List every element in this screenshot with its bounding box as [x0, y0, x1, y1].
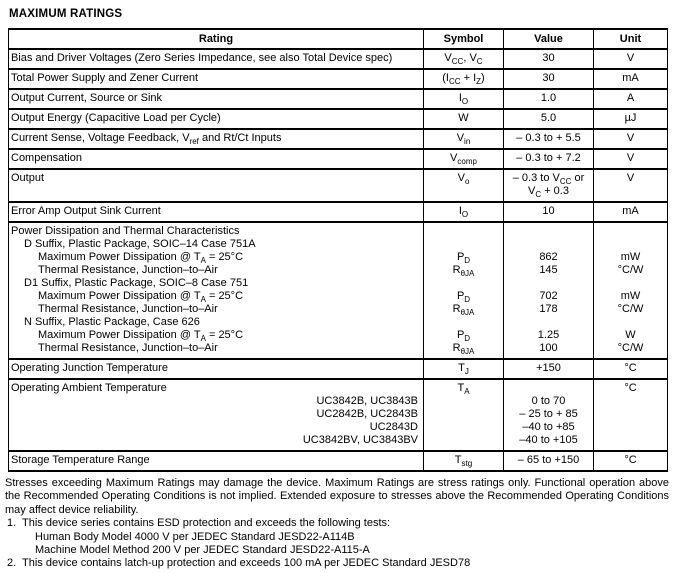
rating-line: UC3842B, UC3843B	[316, 395, 418, 407]
unit-line: V	[626, 52, 635, 64]
unit-line: °C/W	[617, 342, 644, 354]
unit-line	[596, 238, 665, 251]
unit-line: mA	[622, 205, 639, 217]
rating-cell	[9, 451, 424, 471]
unit-line: V	[626, 152, 635, 164]
rating-cell	[9, 169, 424, 202]
value-cell	[504, 69, 594, 89]
column-header-rating: Rating	[9, 29, 424, 49]
footnote-subline: Machine Model Method 200 V per JEDEC Standard JESD22-A115-A	[35, 544, 370, 557]
table-row	[9, 89, 668, 109]
symbol-line: $T_A$	[457, 382, 470, 397]
symbol-line: $R_{\theta JA}$	[452, 264, 475, 279]
rating-cell	[9, 129, 424, 149]
value-line: – 0.3 to + 5.5	[516, 132, 581, 144]
table-row	[9, 169, 668, 202]
footnote-text: This device contains latch-up protection and exceeds 100 mA per JEDEC Standard JESD78	[22, 557, 471, 570]
unit-line: V	[626, 132, 635, 144]
symbol-cell	[424, 169, 504, 202]
rating-cell	[9, 359, 424, 379]
unit-line	[596, 225, 665, 238]
symbol-line: $V_o$	[457, 172, 470, 187]
table-row	[9, 359, 668, 379]
unit-cell	[594, 69, 668, 89]
symbol-line: $P_D$	[456, 329, 471, 344]
rating-line: UC2842B, UC2843B	[316, 408, 418, 420]
symbol-line: $R_{\theta JA}$	[452, 303, 475, 318]
ratings-table	[8, 28, 668, 472]
rating-line: Maximum Power Dissipation @ $T_A = 25^\circ C$	[38, 251, 244, 266]
symbol-cell	[424, 89, 504, 109]
rating-line: Output	[11, 172, 45, 184]
value-cell	[504, 49, 594, 69]
footnote-number: 1.	[7, 517, 17, 530]
value-line: 1.25	[537, 329, 560, 341]
symbol-cell	[424, 49, 504, 69]
rating-line: Total Power Supply and Zener Current	[11, 72, 199, 84]
value-line: – 0.3 to + 7.2	[516, 152, 581, 164]
table-row	[9, 109, 668, 129]
value-line: 30	[542, 72, 555, 84]
symbol-line	[426, 277, 501, 290]
value-line: – 0.3 to $V_{CC}$ or	[512, 172, 585, 187]
value-line: 100	[539, 342, 558, 354]
rating-line: Output Energy (Capacitive Load per Cycle)	[11, 112, 221, 124]
symbol-line: $(I_{CC} + I_Z)$	[442, 72, 485, 87]
value-cell	[504, 129, 594, 149]
table-row	[9, 149, 668, 169]
symbol-line: $V_{in}$	[456, 132, 471, 147]
symbol-cell	[424, 222, 504, 359]
symbol-line: $I_O$	[458, 92, 469, 107]
value-cell	[504, 89, 594, 109]
rating-cell	[9, 202, 424, 222]
value-cell	[504, 109, 594, 129]
unit-line: °C	[624, 362, 637, 374]
table-row	[9, 222, 668, 359]
rating-line: Maximum Power Dissipation @ $T_A = 25^\circ C$	[38, 329, 244, 344]
unit-line	[596, 316, 665, 329]
symbol-line: $V_{comp}$	[450, 152, 477, 167]
unit-line: V	[626, 172, 635, 184]
value-line: –40 to +85	[522, 421, 575, 433]
footnote-item	[5, 517, 669, 557]
symbol-line: $R_{\theta JA}$	[452, 342, 475, 357]
table-row	[9, 202, 668, 222]
value-cell	[504, 379, 594, 451]
unit-line: mW	[620, 290, 641, 302]
value-line	[506, 316, 591, 329]
footnote-list	[5, 517, 669, 571]
unit-cell	[594, 49, 668, 69]
unit-cell	[594, 222, 668, 359]
value-cell	[504, 202, 594, 222]
rating-line: UC3842BV, UC3843BV	[302, 434, 418, 446]
value-line: –40 to +105	[519, 434, 578, 446]
value-line: 145	[539, 264, 558, 276]
rating-line: Thermal Resistance, Junction–to–Air	[38, 342, 218, 354]
rating-cell	[9, 379, 424, 451]
rating-line: Thermal Resistance, Junction–to–Air	[38, 264, 218, 276]
table-row	[9, 451, 668, 471]
rating-cell	[9, 69, 424, 89]
rating-cell	[9, 109, 424, 129]
value-cell	[504, 222, 594, 359]
unit-cell	[594, 359, 668, 379]
rating-line: Current Sense, Voltage Feedback, $V_{ref}$ and Rt/Ct Inputs	[11, 132, 282, 147]
rating-line: Power Dissipation and Thermal Characteristics	[11, 225, 240, 237]
symbol-line	[426, 238, 501, 251]
rating-line: Thermal Resistance, Junction–to–Air	[38, 303, 218, 315]
symbol-cell	[424, 379, 504, 451]
rating-line: Bias and Driver Voltages (Zero Series Impedance, see also Total Device spec)	[11, 52, 393, 64]
symbol-line: $I_O$	[458, 205, 469, 220]
value-line: 178	[539, 303, 558, 315]
unit-cell	[594, 149, 668, 169]
unit-cell	[594, 379, 668, 451]
symbol-line	[426, 316, 501, 329]
value-line: 862	[539, 251, 558, 263]
symbol-line: W	[458, 112, 469, 124]
rating-line: Compensation	[11, 152, 82, 164]
column-header-unit: Unit	[594, 29, 668, 49]
unit-line: mW	[620, 251, 641, 263]
unit-line: A	[626, 92, 635, 104]
rating-line: Output Current, Source or Sink	[11, 92, 163, 104]
unit-line: µJ	[624, 112, 637, 124]
unit-line	[596, 277, 665, 290]
rating-cell	[9, 149, 424, 169]
symbol-line: $T_J$	[458, 362, 469, 377]
value-cell	[504, 359, 594, 379]
value-cell	[504, 451, 594, 471]
rating-line: Operating Ambient Temperature	[11, 382, 167, 394]
rating-line: Maximum Power Dissipation @ $T_A = 25^\circ C$	[38, 290, 244, 305]
value-line	[506, 238, 591, 251]
ratings-table-body	[9, 49, 668, 471]
value-line: 30	[542, 52, 555, 64]
value-cell	[504, 149, 594, 169]
unit-cell	[594, 89, 668, 109]
unit-cell	[594, 451, 668, 471]
rating-line: N Suffix, Plastic Package, Case 626	[24, 316, 200, 328]
value-line	[506, 225, 591, 238]
table-header-row	[9, 29, 668, 49]
unit-cell	[594, 109, 668, 129]
rating-line: Storage Temperature Range	[11, 454, 150, 466]
unit-cell	[594, 129, 668, 149]
rating-line: Operating Junction Temperature	[11, 362, 168, 374]
page-title: MAXIMUM RATINGS	[9, 8, 123, 20]
value-line: 0 to 70	[531, 395, 566, 407]
rating-line: UC2843D	[369, 421, 418, 433]
unit-line: °C	[624, 454, 637, 466]
table-row	[9, 49, 668, 69]
table-row	[9, 69, 668, 89]
unit-cell	[594, 169, 668, 202]
value-cell	[504, 169, 594, 202]
value-line: – 25 to + 85	[519, 408, 578, 420]
table-row	[9, 379, 668, 451]
symbol-cell	[424, 451, 504, 471]
symbol-line	[426, 225, 501, 238]
value-line: $V_C + 0.3$	[528, 185, 569, 200]
stress-ratings-paragraph: Stresses exceeding Maximum Ratings may damage the device. Maximum Ratings are stress ratings only. Functional operation above the Recommended Operating Conditions is not implied. Extended exposure to stresses above the Recommended Operating Conditions may affect device reliability.	[5, 477, 669, 516]
column-header-value: Value	[504, 29, 594, 49]
value-line	[506, 382, 591, 395]
value-line: 1.0	[540, 92, 557, 104]
value-line: – 65 to +150	[517, 454, 580, 466]
footnote-item	[5, 557, 669, 570]
symbol-cell	[424, 149, 504, 169]
unit-line: °C/W	[617, 303, 644, 315]
unit-line: °C	[624, 382, 637, 394]
symbol-line: $P_D$	[456, 290, 471, 305]
symbol-cell	[424, 359, 504, 379]
footnote-subline: Human Body Model 4000 V per JEDEC Standard JESD22-A114B	[35, 530, 355, 543]
symbol-line: $T_{stg}$	[454, 454, 473, 469]
value-line	[506, 277, 591, 290]
unit-cell	[594, 202, 668, 222]
value-line: 5.0	[540, 112, 557, 124]
column-header-symbol: Symbol	[424, 29, 504, 49]
rating-cell	[9, 89, 424, 109]
symbol-cell	[424, 202, 504, 222]
unit-line: °C/W	[617, 264, 644, 276]
symbol-line: $V_{CC}$, $V_C$	[444, 52, 483, 67]
rating-line: Error Amp Output Sink Current	[11, 205, 161, 217]
value-line: +150	[536, 362, 561, 374]
symbol-cell	[424, 109, 504, 129]
value-line: 702	[539, 290, 558, 302]
value-line: 10	[542, 205, 555, 217]
rating-cell	[9, 49, 424, 69]
footnote-text: This device series contains ESD protection and exceeds the following tests:	[22, 517, 391, 530]
symbol-cell	[424, 129, 504, 149]
table-row	[9, 129, 668, 149]
rating-line: D Suffix, Plastic Package, SOIC–14 Case 751A	[24, 238, 256, 250]
unit-line: W	[625, 329, 636, 341]
symbol-cell	[424, 69, 504, 89]
footnote-number: 2.	[7, 557, 17, 570]
unit-line: mA	[622, 72, 639, 84]
rating-line: D1 Suffix, Plastic Package, SOIC–8 Case 751	[24, 277, 249, 289]
rating-cell	[9, 222, 424, 359]
symbol-line: $P_D$	[456, 251, 471, 266]
